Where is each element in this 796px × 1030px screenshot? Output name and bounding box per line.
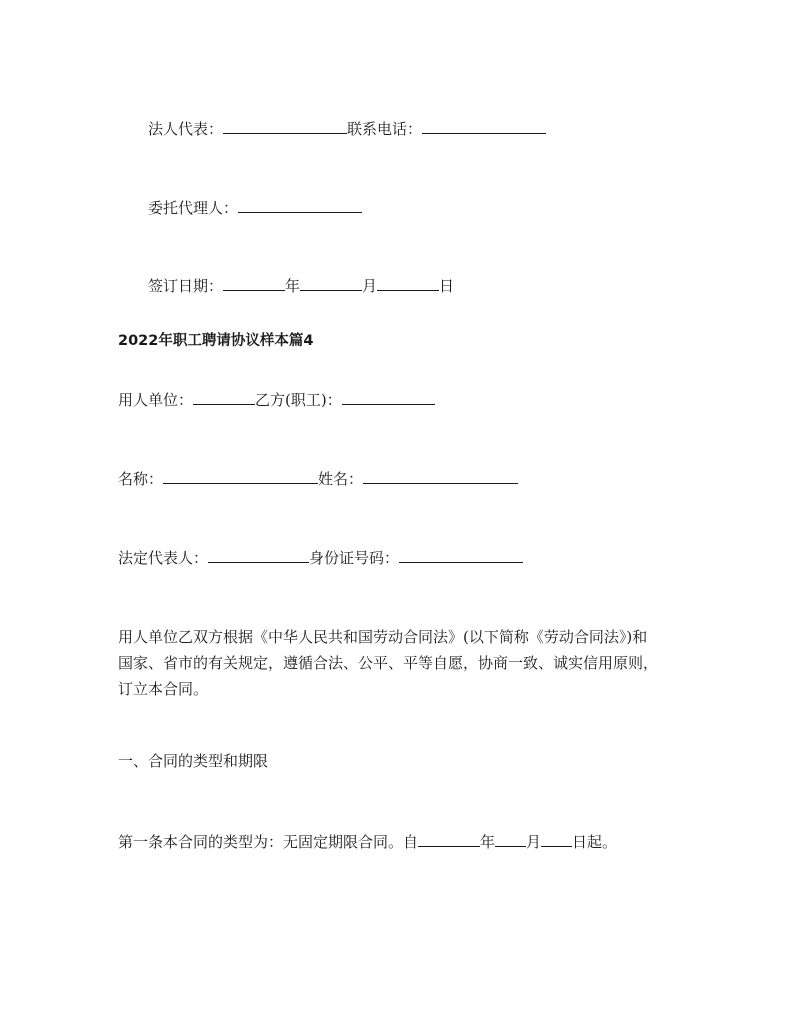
article-1-day: 日起。 xyxy=(572,833,618,851)
article-1-month: 月 xyxy=(526,833,542,851)
name-label: 名称： xyxy=(118,470,164,488)
legal-rep-label: 法人代表： xyxy=(148,120,224,138)
legal-rep-b-blank xyxy=(208,548,309,563)
employer-label: 用人单位： xyxy=(118,391,194,409)
legal-rep-blank xyxy=(223,119,347,134)
person-name-blank xyxy=(363,469,518,484)
phone-label: 联系电话： xyxy=(347,120,423,138)
id-label: 身份证号码： xyxy=(309,549,400,567)
intro-paragraph xyxy=(118,624,688,702)
month-label: 月 xyxy=(362,277,378,295)
day-blank xyxy=(377,276,439,291)
legal-rep-line xyxy=(148,119,546,139)
id-blank xyxy=(399,548,523,563)
article-1-year-blank xyxy=(418,832,480,847)
year-label: 年 xyxy=(285,277,301,295)
party-b-blank xyxy=(342,390,435,405)
section-heading: 2022年职工聘请协议样本篇4 xyxy=(118,333,314,349)
person-name-label: 姓名： xyxy=(318,470,364,488)
article-1-day-blank xyxy=(541,832,572,847)
legal-rep-b-line xyxy=(118,548,523,568)
agent-blank xyxy=(238,198,362,213)
legal-rep-b-label: 法定代表人： xyxy=(118,549,209,567)
chapter-1-heading: 一、合同的类型和期限 xyxy=(118,752,269,770)
name-blank xyxy=(163,469,318,484)
day-label: 日 xyxy=(439,277,455,295)
agent-line xyxy=(148,198,362,218)
agent-label: 委托代理人： xyxy=(148,199,239,217)
party-b-label: 乙方(职工)： xyxy=(255,391,342,409)
intro-line-3: 订立本合同。 xyxy=(118,680,209,698)
employer-line xyxy=(118,390,435,410)
sign-date-label: 签订日期： xyxy=(148,277,224,295)
article-1-month-blank xyxy=(495,832,526,847)
intro-line-2: 国家、省市的有关规定，遵循合法、公平、平等自愿，协商一致、诚实信用原则， xyxy=(118,654,659,672)
article-1-prefix: 第一条本合同的类型为：无固定期限合同。自 xyxy=(118,833,419,851)
employer-blank xyxy=(193,390,255,405)
name-line xyxy=(118,469,518,489)
sign-date-line xyxy=(148,276,454,296)
month-blank xyxy=(300,276,362,291)
intro-line-1: 用人单位乙双方根据《中华人民共和国劳动合同法》(以下简称《劳动合同法》)和 xyxy=(118,628,648,646)
article-1-year: 年 xyxy=(480,833,496,851)
phone-blank xyxy=(422,119,546,134)
article-1-line xyxy=(118,832,617,852)
year-blank xyxy=(223,276,285,291)
